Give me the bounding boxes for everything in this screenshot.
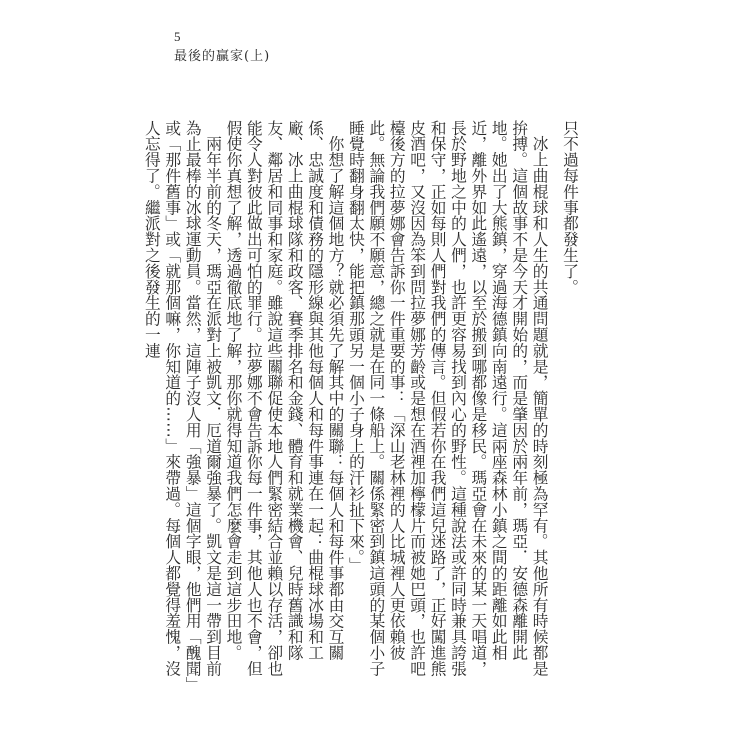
paragraph-1: 只不過每件事都發生了。 — [561, 120, 580, 295]
paragraph-4: 兩年半前的冬天，瑪亞在派對上被凱文．厄道爾強暴了。凱文是這一帶到目前為止最棒的冰球運動員。當然，這陣子沒人用「強暴」這個字眼，他們用「醜聞」或「那件舊事」或「就那個嘛，你知道的……」來帶過。每個人都覺得羞愧，沒人忘得了。繼派對之後發生的一連 — [142, 120, 224, 685]
paragraph-2: 冰上曲棍球和人生的共通問題就是，簡單的時刻極為罕有。其他所有時候都是拚搏。這個故事不是今天才開始的，而是肇因於兩年前，瑪亞．安德森離開此地。她出了大熊鎮，穿過海德鎮向南遠行。這兩座森林小鎮之間的距離如此相近，離外界如此遙遠，以至於搬到哪都像是移民。瑪亞會在未來的某一天唱道，長於野地之中的人們，也許更容易找到內心的野性。這種說法或許同時兼具誇張和保守，正如每則人們對我們的傳言。但假若你在我們這兒迷路了，正好闖進熊皮酒吧，又沒因為笨到問拉夢娜芳齡或是想在酒裡加檸檬片而被她巴頭，也許吧檯後方的拉夢娜會告訴你一件重要的事：「深山老林裡的人比城裡人更依賴彼此。無論我們願不願意，總之就是在同一條船上。關係緊密到鎮這頭的某個小子睡覺時翻身翻太快，能把鎮那頭另一個小子身上的汗衫扯下來。」 — [346, 120, 550, 677]
running-head: 最後的贏家(上) — [174, 49, 271, 64]
paragraph-3: 你想了解這個地方？就必須先了解其中的關聯：每個人和每件事都由交互關係、忠誠度和債務的隱形線與其他每個人和每件事連在一起：曲棍球冰場和工廠、冰上曲棍球隊和政客、賽季排名和金錢、體育和就業機會、兒時舊識和隊友、鄰居和同事和家庭。雖說這些關聯促使本地人們緊密結合並賴以存活，卻也能令人對彼此做出可怕的罪行。拉夢娜不會告訴你每一件事，其他人也不會，但假使你真想了解，透過徹底地了解，那你就得知道我們怎麼會走到這步田地。 — [224, 120, 346, 677]
page-number: 5 — [174, 29, 181, 44]
vertical-body-text — [142, 120, 580, 692]
